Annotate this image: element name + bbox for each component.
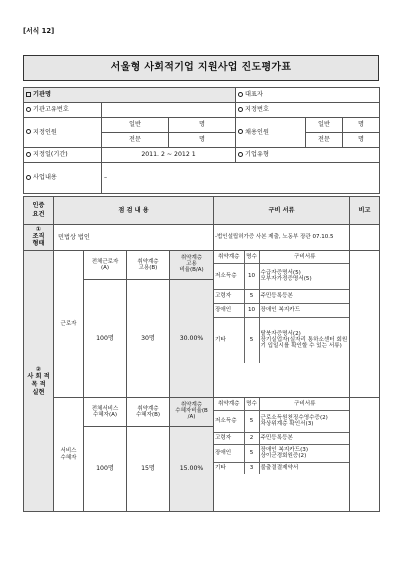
service-doc-row [214,432,350,444]
business-type-label: 기업유형 [245,151,269,159]
designation-number-label: 지정번호 [245,106,269,114]
workers-v2: 30명 [127,280,170,398]
designated-general-label: 일반 [102,118,169,133]
criteria-header: 인증 요건 [24,197,54,225]
designated-general-unit: 명 [169,118,236,133]
workers-doc-type: 장애인 [214,303,244,317]
workers-doc-docs: 주민등록등본 [259,289,350,303]
service-docs-h-count: 명수 [244,398,259,410]
workers-label: 근로자 [54,251,84,398]
info-row-period [24,148,380,163]
service-doc-type: 장애인 [214,444,244,462]
basic-info-table [23,87,380,194]
workers-doc-count: 10 [244,303,259,317]
unique-number-label: 기관고유번호 [33,106,69,114]
service-docs-table [214,398,350,474]
service-doc-docs: 불출결결제약서 [259,462,350,474]
service-doc-docs: 근로소득원천징수영수증(2) 차상위계층 확인서(3) [259,410,350,432]
circle-bullet-icon [26,175,31,180]
workers-doc-count: 5 [244,289,259,303]
circle-bullet-icon [26,107,31,112]
service-col3: 취약계층 수혜자비율(B /A) [170,398,214,427]
form-number: [서식 12] [23,27,55,35]
hiring-general-label: 일반 [306,118,343,133]
info-row-org-name [24,88,380,103]
main-header-row [24,197,380,225]
workers-docs-h-type: 취약계층 [214,251,244,263]
info-row-business-content [24,163,380,194]
section2-label: ② 사 회 적 목 적 실현 [24,251,54,512]
workers-doc-type: 고령자 [214,289,244,303]
representative-label: 대표자 [245,91,263,99]
service-v2: 15명 [127,427,170,512]
remarks-header: 비고 [350,197,380,225]
workers-docs-header [214,251,350,263]
info-row-staff-general [24,118,380,133]
org-name-cell [24,88,236,103]
hiring-staff-label: 채용인원 [245,128,269,136]
workers-doc-count: 10 [244,263,259,289]
unique-number-value [102,103,236,118]
section1-remarks [350,225,380,251]
service-doc-count: 3 [244,462,259,474]
business-content-value: – [102,163,380,194]
workers-doc-type: 기타 [214,317,244,363]
service-doc-count: 5 [244,444,259,462]
hiring-general-unit: 명 [343,118,380,133]
service-doc-row [214,444,350,462]
business-type-cell [236,148,380,163]
service-doc-count: 5 [244,410,259,432]
circle-bullet-icon [26,129,31,134]
workers-doc-docs: 탈북자증명서(2) 장기실업자(실자리 통하소센터 회원기 입일시를 확인할 수 있는 서류) [259,317,350,363]
hiring-fulltime-label: 전문 [306,133,343,148]
workers-col3: 취약계층 고용 비율(B/A) [170,251,214,280]
hiring-staff-cell [236,118,306,148]
form-title-text: 서울형 사회적기업 지원사업 진도평가표 [110,62,292,74]
circle-bullet-icon [238,92,243,97]
designation-period-label: 지정일(기간) [33,151,68,159]
circle-bullet-icon [238,152,243,157]
service-col1: 전체서비스 수혜자(A) [84,398,127,427]
workers-docs-table [214,251,350,363]
designated-staff-label: 지정인원 [33,128,57,136]
designated-fulltime-label: 전문 [102,133,169,148]
workers-docs-h-doc: 구비서류 [259,251,350,263]
service-doc-count: 2 [244,432,259,444]
designated-staff-cell [24,118,102,148]
service-label: 서비스 수혜자 [54,398,84,512]
hiring-fulltime-unit: 명 [343,133,380,148]
designation-period-cell [24,148,102,163]
service-doc-type: 고령자 [214,432,244,444]
evaluation-table [23,196,380,512]
workers-col2: 취약계층 고용(B) [127,251,170,280]
checkbox-icon [26,92,31,97]
service-header-row [24,398,380,427]
documents-header: 구비 서류 [214,197,350,225]
workers-v3: 30.00% [170,280,214,398]
designation-number-cell [236,103,380,118]
service-docs-cell [214,398,350,512]
service-docs-h-type: 취약계층 [214,398,244,410]
checklist-header: 점 검 내 용 [54,197,214,225]
workers-docs-cell [214,251,350,398]
representative-cell [236,88,380,103]
org-name-label: 기관명 [33,91,51,99]
workers-remarks [350,251,380,398]
designation-period-value: 2011. 2 ~ 2012 1 [102,148,236,163]
service-v1: 100명 [84,427,127,512]
circle-bullet-icon [26,152,31,157]
workers-header-row [24,251,380,280]
service-doc-docs: 주민등록등본 [259,432,350,444]
service-col2: 취약계층 수혜자(B) [127,398,170,427]
service-docs-header [214,398,350,410]
workers-doc-type: 저소득층 [214,263,244,289]
service-remarks [350,398,380,512]
section1-content: 민법상 법인 [54,225,214,251]
service-doc-row [214,462,350,474]
section1-documents: -법인설립허가증 사본 제출, 노동부 장관 07.10.5 [214,225,350,251]
service-doc-type: 저소득층 [214,410,244,432]
service-doc-type: 기타 [214,462,244,474]
service-docs-h-doc: 구비서류 [259,398,350,410]
workers-doc-row [214,289,350,303]
circle-bullet-icon [238,129,243,134]
service-v3: 15.00% [170,427,214,512]
designated-fulltime-unit: 명 [169,133,236,148]
workers-doc-docs: 장애인 복지카드 [259,303,350,317]
business-content-cell [24,163,102,194]
workers-doc-row [214,303,350,317]
workers-col1: 전체근로자 (A) [84,251,127,280]
workers-doc-docs: 수급자증명서(5) 모부자가정증명서(5) [259,263,350,289]
workers-doc-count: 5 [244,317,259,363]
service-doc-docs: 장애인 복지카드(3) 상이군경회원증(2) [259,444,350,462]
circle-bullet-icon [238,107,243,112]
workers-docs-h-count: 명수 [244,251,259,263]
workers-doc-row [214,263,350,289]
section1-row [24,225,380,251]
workers-v1: 100명 [84,280,127,398]
business-content-label: 사업내용 [33,174,57,182]
workers-doc-row [214,317,350,363]
section1-label: ① 조직 형태 [24,225,54,251]
unique-number-cell [24,103,102,118]
service-doc-row [214,410,350,432]
form-title [23,55,379,81]
info-row-unique-number [24,103,380,118]
